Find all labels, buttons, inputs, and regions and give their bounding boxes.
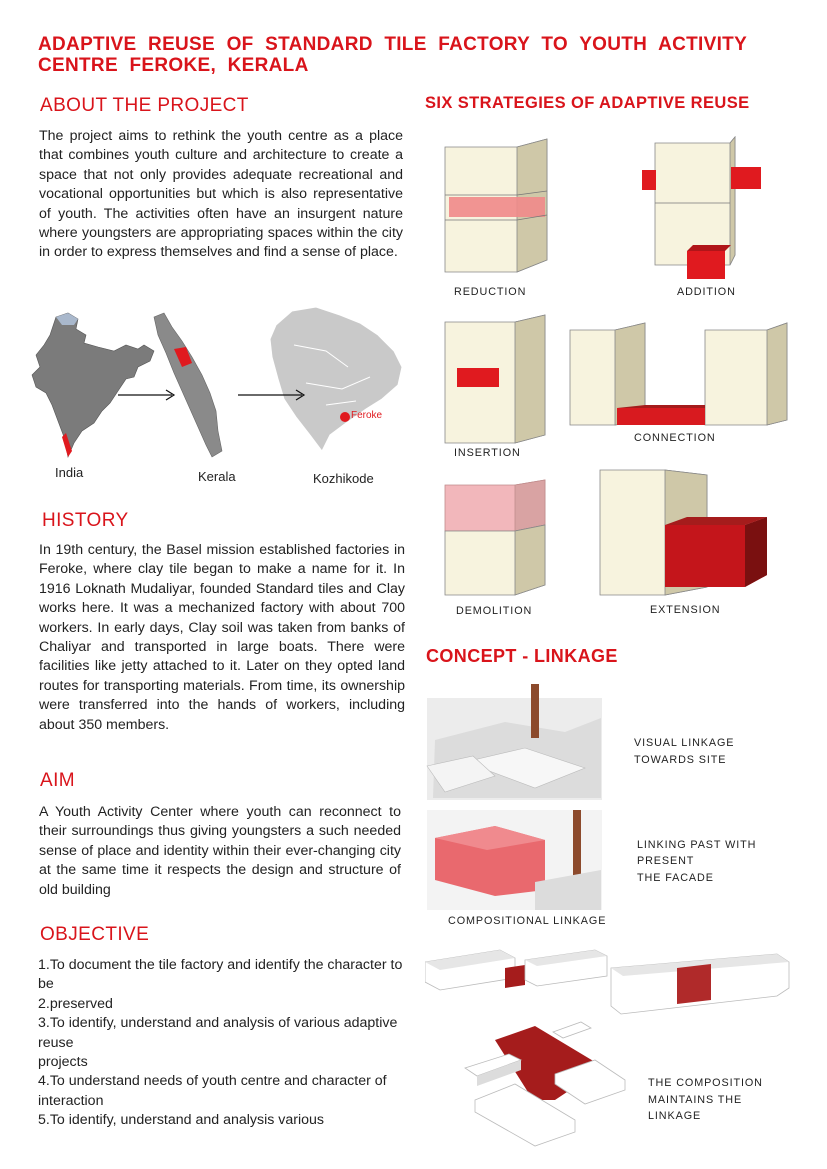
addition-label: ADDITION <box>677 286 736 298</box>
insertion-label: INSERTION <box>454 447 521 459</box>
kozhikode-map <box>270 307 402 451</box>
objective-list <box>38 956 410 1131</box>
objective-heading: OBJECTIVE <box>40 924 150 945</box>
connection-label: CONNECTION <box>634 432 716 444</box>
about-text: The project aims to rethink the youth centre as a place that combines youth culture and architecture to create a space that not only provides adequate recreational and vocational opportunities but which is also representative of youth. The activities often have an insurgent nature where youngsters are appropriating spaces within the city in order to express themselves and find a sense of place. <box>39 128 403 261</box>
strategies-heading: SIX STRATEGIES OF ADAPTIVE REUSE <box>425 94 750 112</box>
about-heading: ABOUT THE PROJECT <box>40 95 249 116</box>
concept-heading: CONCEPT - LINKAGE <box>426 646 618 666</box>
objective-item: projects <box>38 1054 88 1071</box>
page-title: ADAPTIVE REUSE OF STANDARD TILE FACTORY TO YOUTH ACTIVITY CENTRE FEROKE, KERALA <box>38 34 747 76</box>
strategies-svg <box>425 125 820 630</box>
kozhikode-label: Kozhikode <box>313 471 374 486</box>
aim-text: A Youth Activity Center where youth can reconnect to their surroundings thus giving youngsters a such needed sense of place and identity within their ever-changing city at the same time it respects the design and structure of old building <box>39 804 401 898</box>
compositional-linkage-label: COMPOSITIONAL LINKAGE <box>448 915 607 927</box>
addition-diagram <box>642 137 761 279</box>
extension-label: EXTENSION <box>650 604 721 616</box>
composition-label-2: MAINTAINS THE <box>648 1094 743 1106</box>
strategies-diagrams <box>425 125 820 630</box>
kerala-map <box>154 313 222 457</box>
composition-diagram <box>465 1022 625 1146</box>
demolition-diagram <box>445 480 545 595</box>
demolition-label: DEMOLITION <box>456 605 533 617</box>
objective-item: 1.To document the tile factory and identify the character to be <box>38 957 403 993</box>
history-heading: HISTORY <box>42 510 129 531</box>
visual-linkage-label-1: VISUAL LINKAGE <box>634 737 735 749</box>
compositional-linkage-image <box>427 810 602 910</box>
extension-diagram <box>600 470 767 595</box>
visual-linkage-image <box>427 684 602 800</box>
visual-linkage-label-2: TOWARDS SITE <box>634 754 727 766</box>
connection-diagram <box>570 323 787 425</box>
feroke-label: Feroke <box>351 410 383 421</box>
linking-past-label-2: PRESENT <box>637 855 695 867</box>
reduction-label: REDUCTION <box>454 286 527 298</box>
aim-heading: AIM <box>40 770 75 791</box>
linking-past-label-3: THE FACADE <box>637 872 714 884</box>
composition-label-1: THE COMPOSITION <box>648 1077 763 1089</box>
reduction-diagram <box>445 139 547 272</box>
feroke-marker <box>340 412 350 422</box>
objective-item: 4.To understand needs of youth centre and character of interaction <box>38 1073 387 1109</box>
linking-past-label-1: LINKING PAST WITH <box>637 839 757 851</box>
india-label: India <box>55 465 84 480</box>
india-map <box>32 313 154 457</box>
linkage-bars-diagram <box>425 950 789 1014</box>
composition-label-3: LINKAGE <box>648 1110 702 1122</box>
kerala-label: Kerala <box>198 469 236 484</box>
history-text: In 19th century, the Basel mission established factories in Feroke, where clay tile began to make a name for it. In 1916 Loknath Mudaliyar, founded Standard tiles and Clay works here. It was a mechanized factory with about 700 workers. In early days, Clay soil was taken from banks of Chaliyar and transported in large boats. There were facilities like jetty attached to it. Later on they opted land routes for transporting materials. From time, its ownership were transferred into the hands of workers, including about 350 members. <box>39 542 405 733</box>
insertion-diagram <box>445 315 545 443</box>
objective-item: 3.To identify, understand and analysis of various adaptive reuse <box>38 1015 398 1051</box>
objective-item: 5.To identify, understand and analysis various <box>38 1112 325 1129</box>
objective-item: 2.preserved <box>38 995 113 1012</box>
